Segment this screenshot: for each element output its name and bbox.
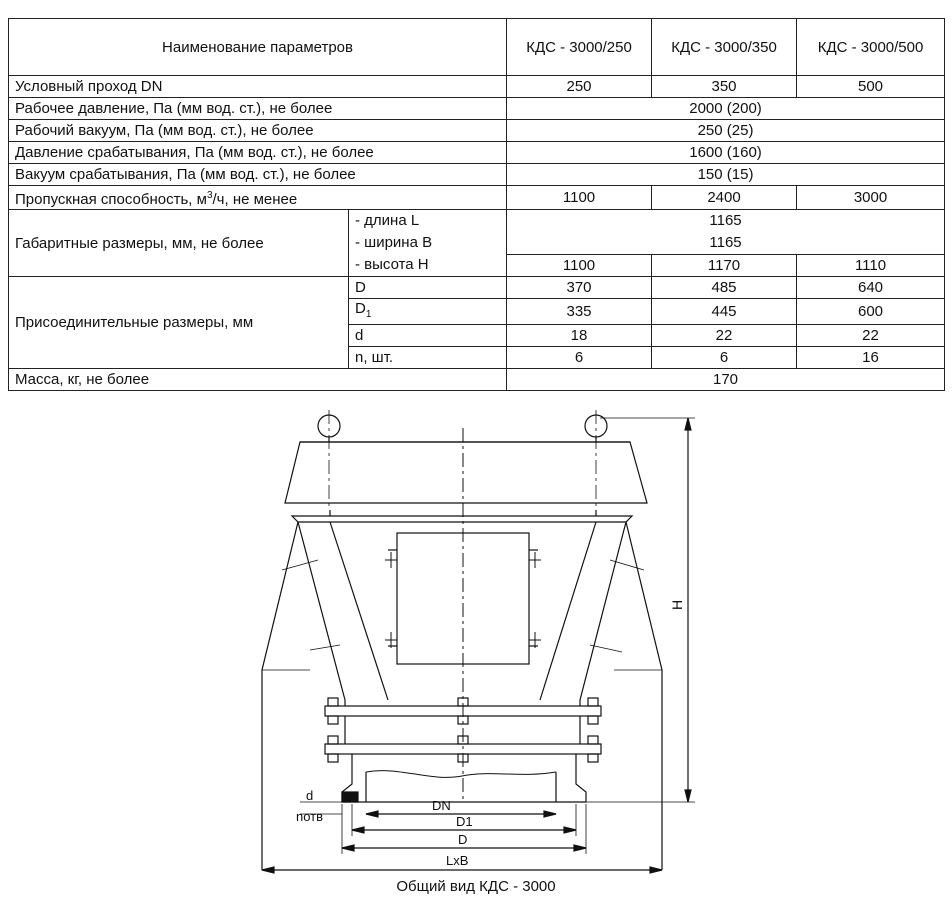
capacity-value-250: 1100 (507, 186, 652, 210)
hood-cap (285, 442, 647, 503)
conn-n-value-250: 6 (507, 347, 652, 369)
conn-hole-value-500: 22 (797, 325, 945, 347)
outer-profile-left (262, 522, 298, 870)
header-model-500: КДС - 3000/500 (797, 19, 945, 76)
table-row-mass (9, 369, 945, 391)
table-row-dimensions (9, 210, 945, 255)
conn-hole-label: d (349, 325, 507, 347)
strut-right-inner (540, 522, 596, 700)
trigger-vacuum-label: Вакуум срабатывания, Па (мм вод. ст.), не более (9, 164, 507, 186)
dn-value-500: 500 (797, 76, 945, 98)
width-value: 1165 (709, 234, 742, 251)
pipe-break-line (366, 771, 556, 778)
conn-d1-value-250: 335 (507, 299, 652, 325)
length-label: - длина L (355, 212, 420, 229)
label-h: H (669, 599, 685, 610)
conn-n-label: n, шт. (349, 347, 507, 369)
label-d1: D1 (456, 814, 473, 829)
label-n-holes: nотв (296, 809, 324, 824)
technical-drawing (0, 400, 952, 876)
dimensions-label: Габаритные размеры, мм, не более (9, 210, 349, 277)
lower-pipe (342, 754, 586, 802)
capacity-value-500: 3000 (797, 186, 945, 210)
conn-d-value-500: 640 (797, 277, 945, 299)
trigger-vacuum-value: 150 (15) (507, 164, 945, 186)
trigger-pressure-label: Давление срабатывания, Па (мм вод. ст.), не более (9, 142, 507, 164)
label-d-small: d (306, 788, 314, 803)
label-lxb: LxB (446, 853, 469, 868)
connection-label: Присоединительные размеры, мм (9, 277, 349, 369)
table-row-trigger-pressure (9, 142, 945, 164)
mass-label: Масса, кг, не более (9, 369, 507, 391)
conn-d-value-250: 370 (507, 277, 652, 299)
conn-n-value-350: 6 (652, 347, 797, 369)
vacuum-value: 250 (25) (507, 120, 945, 142)
table-row-trigger-vacuum (9, 164, 945, 186)
header-model-250: КДС - 3000/250 (507, 19, 652, 76)
outer-profile-right (626, 522, 662, 870)
dimensions-sublabels (349, 210, 507, 277)
capacity-label: Пропускная способность, $м^3/ч$, не менее (9, 186, 507, 210)
conn-n-value-500: 16 (797, 347, 945, 369)
table-header-row (9, 19, 945, 76)
height-value-500: 1110 (797, 255, 945, 277)
header-model-350: КДС - 3000/350 (652, 19, 797, 76)
trigger-pressure-value: 1600 (160) (507, 142, 945, 164)
capacity-value-350: 2400 (652, 186, 797, 210)
pressure-value: 2000 (200) (507, 98, 945, 120)
height-value-350: 1170 (652, 255, 797, 277)
conn-hole-value-250: 18 (507, 325, 652, 347)
table-row-conn-d (9, 277, 945, 299)
specifications-table (8, 18, 945, 391)
label-dn: DN (432, 798, 451, 813)
width-label: - ширина B (355, 234, 433, 251)
lifting-eye-right (585, 410, 607, 510)
conn-d-label: D (349, 277, 507, 299)
table-row-pressure (9, 98, 945, 120)
mass-value: 170 (507, 369, 945, 391)
conn-d-value-350: 485 (652, 277, 797, 299)
vacuum-label: Рабочий вакуум, Па (мм вод. ст.), не более (9, 120, 507, 142)
lifting-eye-left (318, 410, 340, 510)
header-param: Наименование параметров (9, 19, 507, 76)
conn-d1-value-350: 445 (652, 299, 797, 325)
table-row-capacity (9, 186, 945, 210)
strut-right-outer (580, 522, 626, 700)
label-d: D (458, 832, 468, 847)
strut-left-outer (298, 522, 345, 700)
strut-left-inner (330, 522, 388, 700)
length-value: 1165 (709, 212, 742, 229)
flange-hole (342, 792, 358, 802)
conn-d1-value-500: 600 (797, 299, 945, 325)
conn-d1-label: $D_1$ (349, 299, 507, 325)
conn-hole-value-350: 22 (652, 325, 797, 347)
table-row-vacuum (9, 120, 945, 142)
top-ring (292, 516, 632, 522)
dimensions-lw-values (507, 210, 945, 255)
dn-value-250: 250 (507, 76, 652, 98)
table-row-dn (9, 76, 945, 98)
pressure-label: Рабочее давление, Па (мм вод. ст.), не более (9, 98, 507, 120)
drawing-caption: Общий вид КДС - 3000 (396, 878, 556, 895)
height-value-250: 1100 (507, 255, 652, 277)
height-label: - высота H (355, 256, 429, 273)
dn-label: Условный проход DN (9, 76, 507, 98)
dn-value-350: 350 (652, 76, 797, 98)
